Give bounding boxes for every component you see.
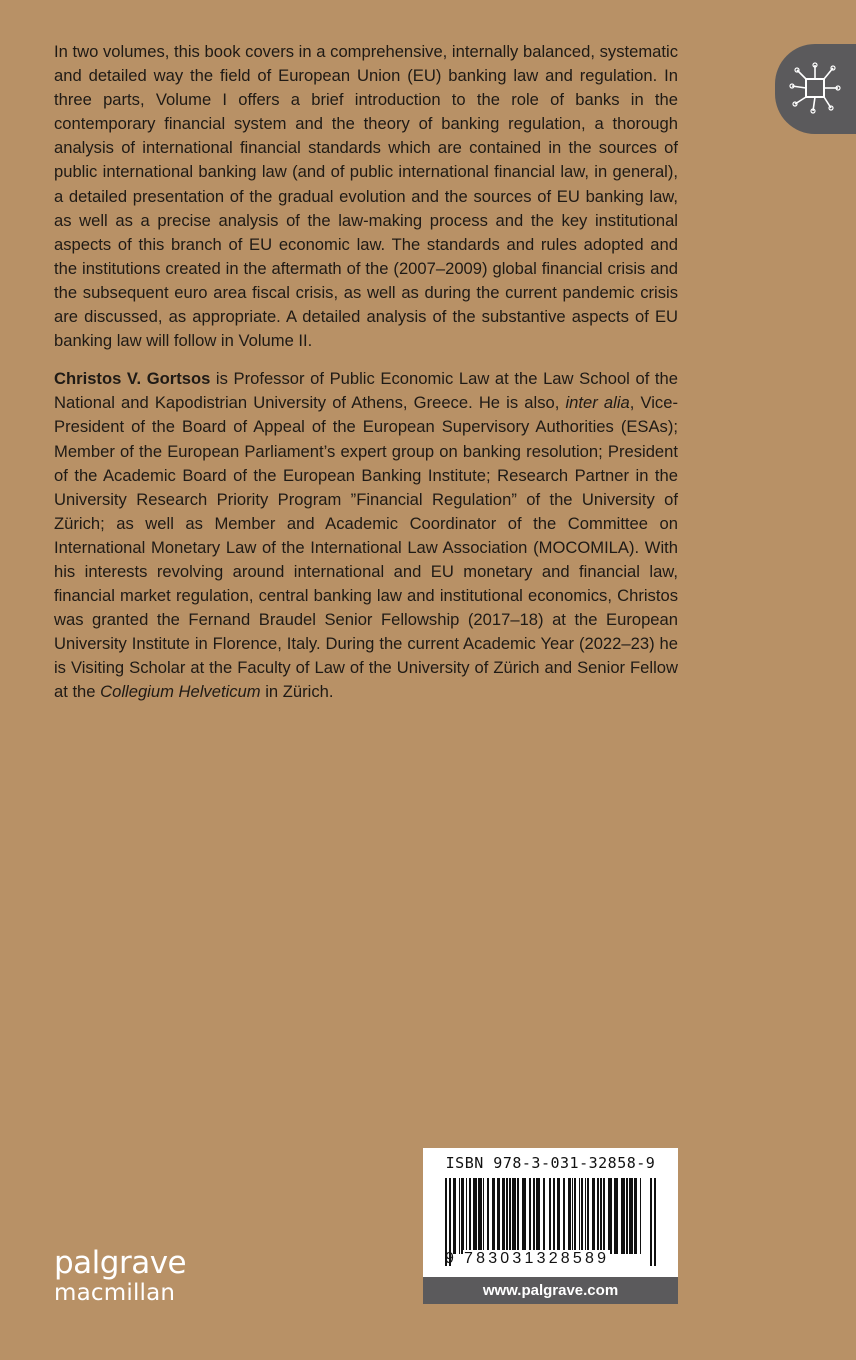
barcode-bar [614,1178,618,1254]
isbn-label: ISBN 978-3-031-32858-9 [445,1154,656,1172]
barcode-bar [492,1178,495,1254]
barcode-bar [478,1178,482,1254]
bio-text-1: is Professor of Public Economic Law at the Law School of the National and Kapodistrian University of Athens, Greece. He is also, [54,369,678,413]
barcode-bar [563,1178,565,1254]
publisher-logo-line2: macmillan [54,1280,176,1306]
barcode-bar [522,1178,526,1254]
book-description: In two volumes, this book covers in a comprehensive, internally balanced, systematic and detailed way the field of European Union (EU) banking law and regulation. In three parts, Volume I offers a brief introduction to the role of banks in the contemporary financial system and the theory of banking regulation, a thorough analysis of international financial standards which are contained in the sources of public international banking law (and of public international financial law, in general), a detailed presentation of the gradual evolution and the sources of EU banking law, as well as a precise analysis of the law-making process and the key institutional aspects of this branch of EU economic law. The standards and rules adopted and the institutions created in the aftermath of the (2007–2009) global financial crisis and the subsequent euro area fiscal crisis, as well as during the current pandemic crisis are discussed, as appropriate. A detailed analysis of the substantive aspects of EU banking law will follow in Volume II. [54,42,678,351]
barcode-bar [509,1178,511,1254]
barcode-bar [634,1178,637,1254]
barcode-bar [529,1178,531,1254]
barcode-bar [579,1178,580,1254]
barcode-bar [629,1178,633,1254]
barcode-bar [459,1178,460,1254]
author-bio [54,367,678,704]
barcode-bar [603,1178,605,1254]
barcode-bar [592,1178,595,1254]
barcode-bar [608,1178,612,1254]
barcode-bar [640,1178,641,1254]
barcode-bar [568,1178,571,1254]
barcode-bar [506,1178,508,1254]
barcode-bar [453,1178,456,1254]
barcode-bar [502,1178,505,1254]
barcode-bar [585,1178,586,1254]
barcode-bar [597,1178,599,1254]
barcode-bar [497,1178,500,1254]
ean-digit-groups: 783031328589 [464,1250,610,1267]
barcode-bar [466,1178,467,1254]
barcode-bar [533,1178,535,1254]
corner-badge [775,44,856,134]
barcode-bar [557,1178,560,1254]
barcode-bar [574,1178,576,1254]
publisher-website: www.palgrave.com [423,1277,678,1304]
barcode-bar [512,1178,516,1254]
barcode-bar [626,1178,628,1254]
barcode-bar [650,1178,652,1266]
barcode-bar [587,1178,589,1254]
author-name: Christos V. Gortsos [54,369,211,389]
barcode-bar [536,1178,540,1254]
barcode-bar [517,1178,519,1254]
palgrave-network-icon [789,62,841,114]
publisher-logo [54,1246,186,1306]
barcode-bar [654,1178,656,1266]
barcode-bar [473,1178,477,1254]
barcode-bar [461,1178,464,1254]
ean-first-digit: 9 [445,1250,458,1267]
bio-inter-alia: inter alia [565,393,630,413]
barcode-bar [469,1178,471,1254]
back-cover-text [54,40,678,705]
barcode-bar [543,1178,545,1254]
barcode-bar [581,1178,583,1254]
bio-text-2: , Vice-President of the Board of Appeal of the European Supervisory Authorities (ESAs); Member of the European Parliament’s expert group on banking resolution; President of the Academic Board of the European Banking Institute; Research Partner in the University Research Priority Program ”Financial Regulation” of the University of Zürich; as well as Member and Academic Coordinator of the Committee on International Monetary Law of the International Law Association (MOCOMILA). With his interests revolving around international and EU monetary and financial law, financial market regulation, central banking law and institutional economics, Christos was granted the Fernand Braudel Senior Fellowship (2017–18) at the European University Institute in Florence, Italy. During the current Academic Year (2022–23) he is Visiting Scholar at the Faculty of Law of the University of Zürich and Senior Fellow at the [54,393,678,702]
barcode-bar [621,1178,625,1254]
barcode-bar [600,1178,602,1254]
bio-text-3: in Zürich. [260,682,334,702]
barcode-bar [487,1178,489,1254]
publisher-logo-line1: palgrave [54,1245,187,1281]
barcode-bar [483,1178,484,1254]
bio-collegium: Collegium Helveticum [100,682,261,702]
barcode-bar [572,1178,573,1254]
